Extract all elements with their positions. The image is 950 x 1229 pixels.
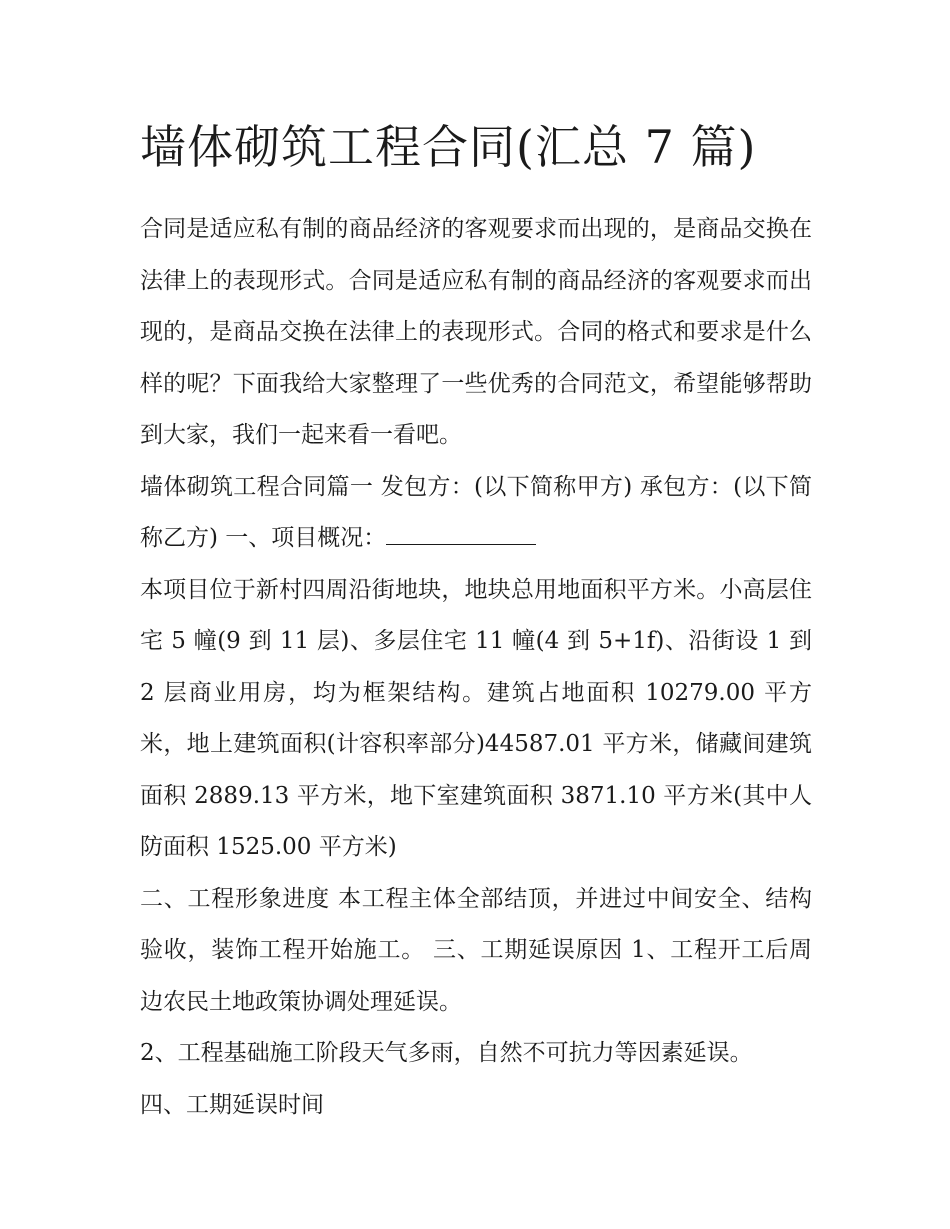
intro-paragraph: 合同是适应私有制的商品经济的客观要求而出现的，是商品交换在法律上的表现形式。合同是适应私有制的商品经济的客观要求而出现的，是商品交换在法律上的表现形式。合同的格式和要求是什么样的呢？下面我给大家整理了一些优秀的合同范文，希望能够帮助到大家，我们一起来看一看吧。	[140, 216, 812, 448]
delay-reason-paragraph: 2、工程基础施工阶段天气多雨，自然不可抗力等因素延误。	[140, 1040, 753, 1066]
contract-header-paragraph	[140, 462, 812, 565]
contract-header-text: 墙体砌筑工程合同篇一 发包方：(以下简称甲方) 承包方：(以下简称乙方) 一、项目概况：	[140, 473, 812, 551]
document-page	[140, 112, 812, 1131]
progress-paragraph: 二、工程形象进度 本工程主体全部结顶，并进过中间安全、结构验收，装饰工程开始施工。 三、工期延误原因 1、工程开工后周边农民土地政策协调处理延误。	[140, 885, 812, 1015]
blank-fill-line	[386, 520, 536, 545]
document-title: 墙体砌筑工程合同(汇总 7 篇)	[140, 120, 757, 174]
project-description-paragraph: 本项目位于新村四周沿街地块，地块总用地面积平方米。小高层住宅 5 幢(9 到 11 层)、多层住宅 11 幢(4 到 5+1f)、沿街设 1 到 2 层商业用房，均为框架结构。建筑占地面积 10279.00 平方米，地上建筑面积(计容积率部分)44587.01 平方米，储藏间建筑面积 2889.13 平方米，地下室建筑面积 3871.10 平方米(其中人防面积 1525.00 平方米)	[140, 576, 812, 860]
delay-time-heading: 四、工期延误时间	[140, 1091, 324, 1118]
